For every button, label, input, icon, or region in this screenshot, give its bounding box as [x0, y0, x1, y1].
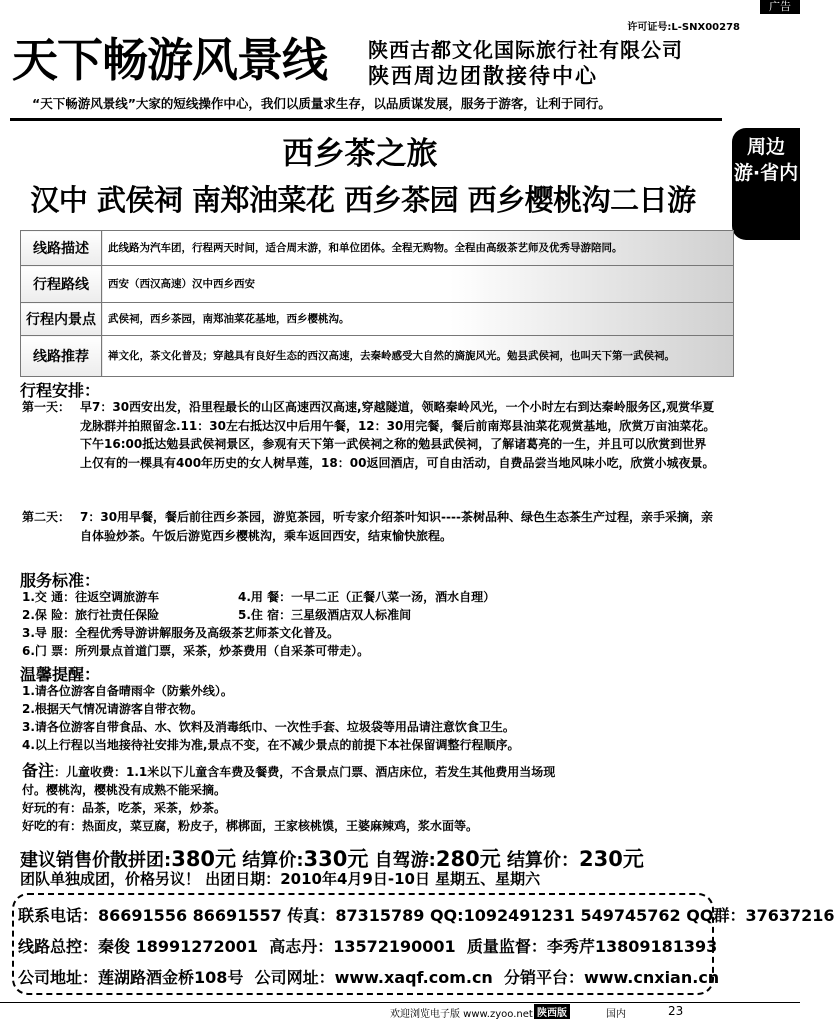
- notes-text: ：儿童收费：1.1米以下儿童含车费及餐费，不含景点门票、酒店床位，若发生其他费用当场现: [54, 765, 556, 779]
- contact-line-staff: [18, 934, 717, 957]
- company-name: 陕西古都文化国际旅行社有限公司: [368, 38, 683, 62]
- row-value: 禅文化，茶文化普及；穿越具有良好生态的西汉高速，去秦岭感受大自然的旖旎风光。勉县武侯祠，也叫天下第一武侯祠。: [102, 336, 734, 377]
- tour-title: 西乡茶之旅: [282, 136, 438, 172]
- qq-group-number: 37637216: [745, 906, 835, 925]
- header-divider: [10, 118, 722, 121]
- notes-line: 好吃的有：热面皮，菜豆腐，粉皮子，梆梆面，王家核桃馍，王婆麻辣鸡，浆水面等。: [22, 819, 479, 833]
- row-value: 武侯祠，西乡茶园，南郑油菜花基地，西乡樱桃沟。: [102, 303, 734, 336]
- day2-text: 7：30用早餐，餐后前往西乡茶园，游览茶园，听专家介绍茶叶知识----茶树品种、绿色生态茶生产过程，亲手采摘，亲自体验炒茶。午饭后游览西乡樱桃沟，乘车返回西安，结束愉快旅程。: [80, 510, 713, 543]
- retail-price: 380元: [171, 847, 237, 871]
- contact-line-phone: [18, 903, 835, 926]
- brand-logo-text: 天下畅游风景线: [12, 33, 327, 87]
- day2-label: 第二天：: [22, 510, 71, 524]
- settle-price-label: 结算价:: [242, 850, 304, 871]
- quality-contact: 李秀芹13809181393: [546, 937, 718, 956]
- notes-heading: 备注: [22, 761, 55, 780]
- fax-label: 传真：: [287, 906, 336, 925]
- row-label: 行程内景点: [21, 303, 102, 336]
- tip-item: 4.以上行程以当地接待社安排为准,景点不变，在不减少景点的前提下本社保留调整行程顺序。: [22, 738, 520, 752]
- side-tab-line1: 周边: [746, 136, 785, 158]
- service-item: 3.导 服：全程优秀导游讲解服务及高级茶艺师茶文化普及。: [22, 626, 340, 640]
- row-value: 西安（西汉高速）汉中西乡西安: [102, 266, 734, 303]
- slogan: “天下畅游风景线”大家的短线操作中心，我们以质量求生存，以品质谋发展，服务于游客，让利于同行。: [32, 96, 611, 111]
- branch-label: 分销平台：: [503, 968, 584, 987]
- notes-line: 好玩的有：品茶，吃茶，采茶，炒茶。: [22, 801, 227, 815]
- day1-label: 第一天：: [22, 400, 71, 414]
- row-label: 线路推荐: [21, 336, 102, 377]
- contact-line-address: [18, 965, 719, 988]
- footer-section: 国内: [606, 1009, 626, 1020]
- page-footer: [0, 1002, 800, 1019]
- service-item: 6.门 票：所列景点首道门票，采茶，炒茶费用（自采茶可带走）。: [22, 644, 370, 658]
- day2-block: [22, 508, 716, 545]
- address: 莲湖路酒金桥108号: [98, 968, 244, 987]
- tour-route-title: 汉中 武侯祠 南郑油菜花 西乡茶园 西乡樱桃沟二日游: [30, 183, 696, 217]
- self-drive-price: 280元: [435, 847, 501, 871]
- qq-number: 1092491231 549745762: [463, 906, 681, 925]
- service-item: 5.住 宿：三星级酒店双人标准间: [238, 608, 412, 622]
- phone-label: 联系电话：: [18, 906, 99, 925]
- quality-label: 质量监督：: [466, 937, 547, 956]
- table-row: [21, 266, 734, 303]
- table-row: [21, 303, 734, 336]
- settle-price2: 230元: [578, 847, 644, 871]
- director-label: 线路总控：: [18, 937, 99, 956]
- notes-line: 付。樱桃沟，樱桃没有成熟不能采摘。: [22, 783, 227, 797]
- table-row: [21, 336, 734, 377]
- retail-price-label: 建议销售价散拼团:: [20, 850, 172, 871]
- service-item: 1.交 通：往返空调旅游车: [22, 590, 160, 604]
- qq-group-label: QQ群：: [686, 906, 746, 925]
- license-number: 许可证号:L-SNX00278: [627, 22, 740, 33]
- day1-text: 早7：30西安出发，沿里程最长的山区高速西汉高速,穿越隧道，领略秦岭风光，一个小时左右到达秦岭服务区,观赏华夏龙脉群并拍照留念.11：30左右抵达汉中后用午餐，12：30用完餐，餐后前南郑县油菜花观赏基地，欣赏万亩油菜花。下午16:00抵达勉县武侯祠景区，参观有天下第一武侯祠之称的勉县武侯祠，了解诸葛亮的一生，并且可以欣赏到世界上仅有的一棵具有400年历史的女人树旱莲，18：00返回酒店，可自由活动，自费品尝当地风味小吃，欣赏小城夜景。: [80, 400, 716, 470]
- tip-item: 3.请各位游客自带食品、水、饮料及消毒纸巾、一次性手套、垃圾袋等用品请注意饮食卫生。: [22, 720, 515, 734]
- page-number: 23: [668, 1004, 684, 1018]
- edition-badge: 陕西版: [534, 1004, 570, 1019]
- qq-label: QQ:: [429, 906, 464, 925]
- tip-item: 2.根据天气情况请游客自带衣物。: [22, 702, 203, 716]
- day1-block: [22, 398, 716, 472]
- self-drive-label: 自驾游:: [374, 850, 436, 871]
- branch-link[interactable]: www.cnxian.cn: [583, 968, 720, 987]
- website-link[interactable]: www.xaqf.com.cn: [334, 968, 493, 987]
- notes-line: [22, 762, 555, 781]
- phone-number: 86691556 86691557: [98, 906, 282, 925]
- footer-site: 欢迎浏览电子版 www.zyoo.net: [390, 1009, 533, 1020]
- route-info-table: [20, 230, 734, 377]
- row-label: 线路描述: [21, 231, 102, 266]
- second-contact-label: 高志丹：: [269, 937, 334, 956]
- website-label: 公司网址：: [254, 968, 335, 987]
- address-label: 公司地址：: [18, 968, 99, 987]
- center-name: 陕西周边团散接待中心: [368, 63, 598, 88]
- row-label: 行程路线: [21, 266, 102, 303]
- table-row: [21, 231, 734, 266]
- service-item: 4.用 餐：一早二正（正餐八菜一汤，酒水自理）: [238, 590, 496, 604]
- second-contact: 13572190001: [333, 937, 456, 956]
- side-tab-line2: 游·省内: [733, 162, 799, 184]
- itinerary-heading: 行程安排：: [20, 381, 101, 400]
- category-side-tab: [732, 128, 800, 240]
- ad-tag: 广告: [760, 0, 800, 14]
- tips-heading: 温馨提醒：: [20, 665, 101, 684]
- settle-price2-label: 结算价：: [506, 850, 579, 871]
- group-departure-line: 团队单独成团，价格另议！ 出团日期：2010年4月9日-10日 星期五、星期六: [20, 870, 541, 888]
- service-heading: 服务标准：: [20, 571, 101, 590]
- row-value: 此线路为汽车团，行程两天时间，适合周末游，和单位团体。全程无购物。全程由高级茶艺师及优秀导游陪同。: [102, 231, 734, 266]
- director: 秦俊 18991272001: [98, 937, 259, 956]
- settle-price: 330元: [303, 847, 369, 871]
- service-item: 2.保 险：旅行社责任保险: [22, 608, 160, 622]
- fax-number: 87315789: [335, 906, 425, 925]
- tip-item: 1.请各位游客自备晴雨伞（防紫外线）。: [22, 684, 233, 698]
